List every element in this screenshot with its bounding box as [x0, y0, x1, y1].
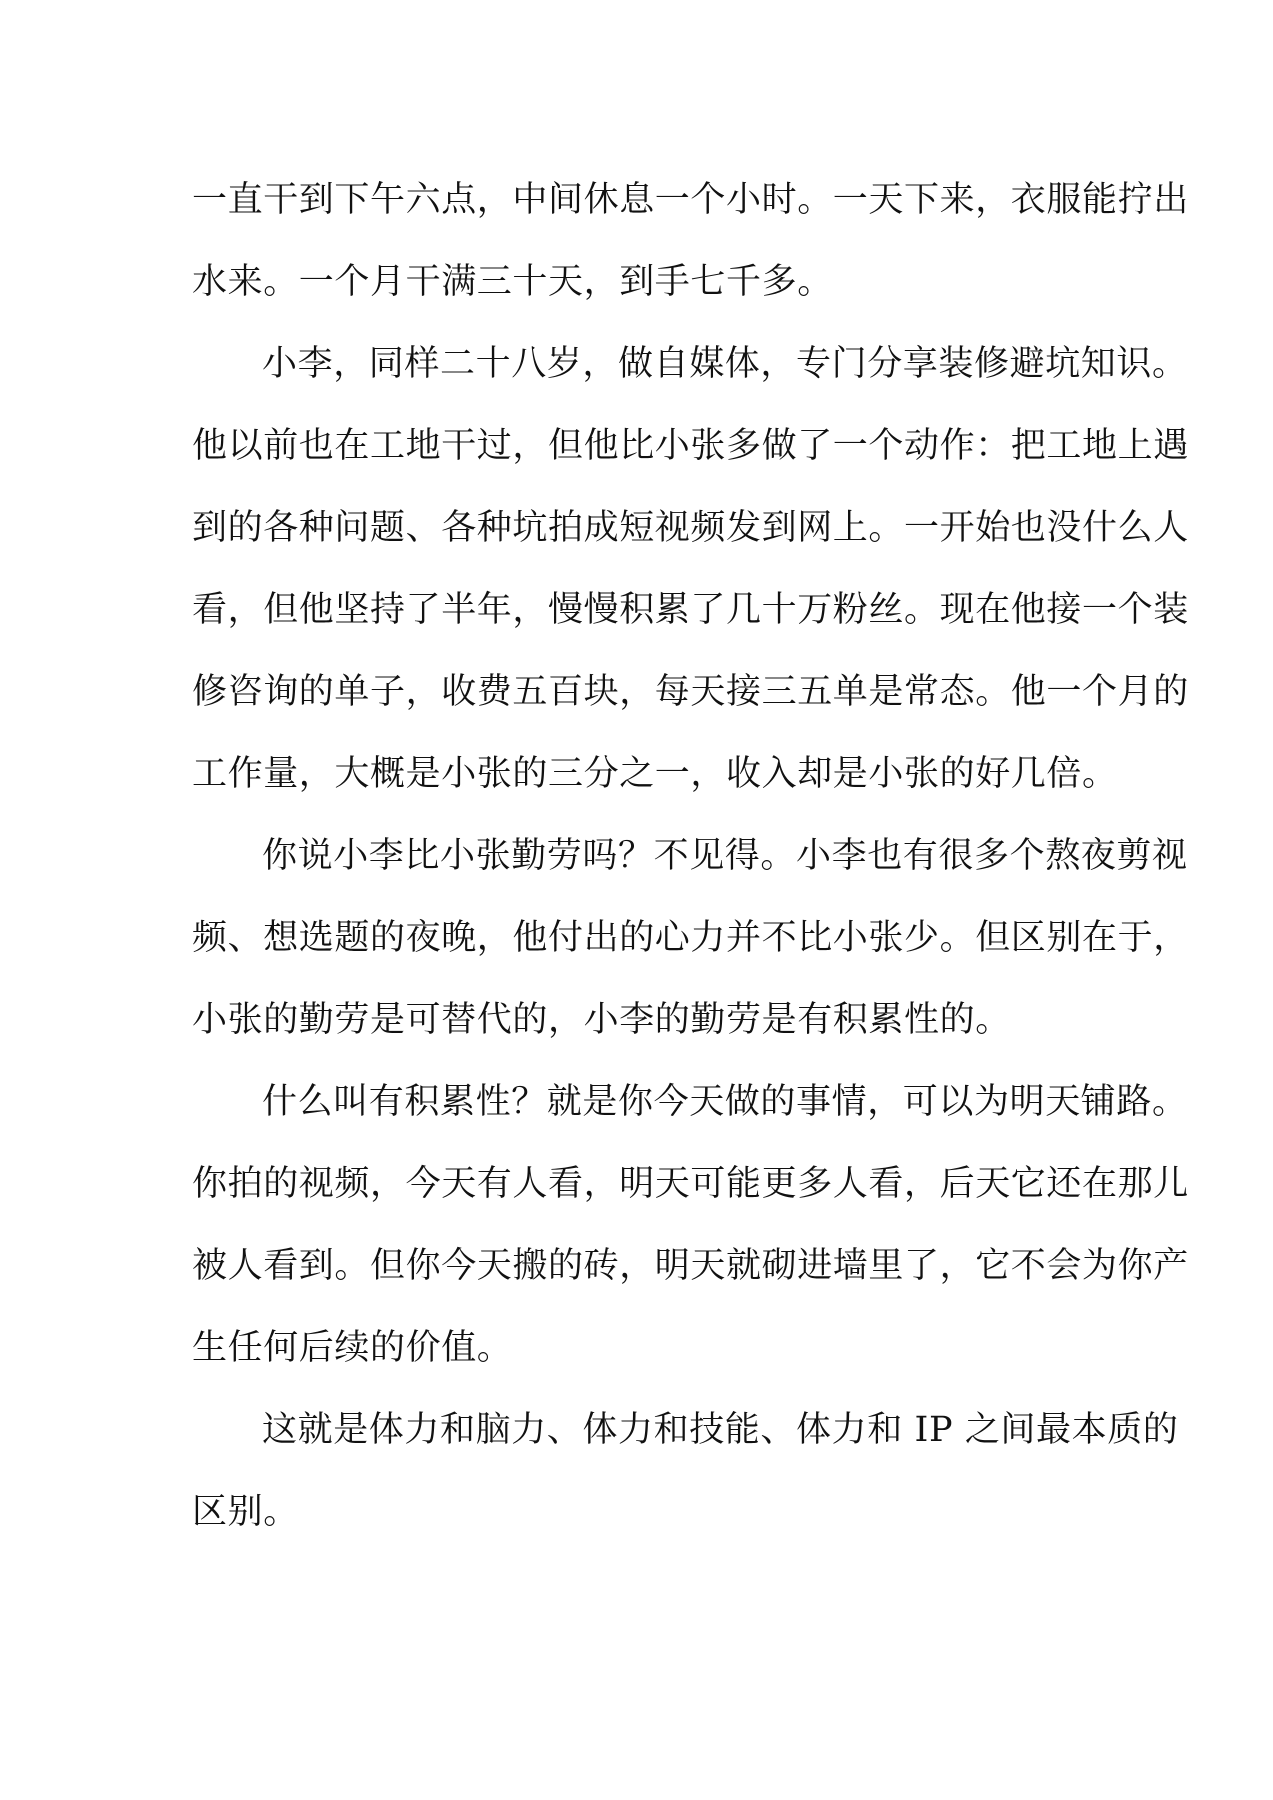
text-line-17: 区别。	[192, 1492, 299, 1532]
text-line-16: 这就是体力和脑力、体力和技能、体力和 IP 之间最本质的	[262, 1410, 1179, 1450]
text-line-4: 他以前也在工地干过，但他比小张多做了一个动作：把工地上遇	[192, 426, 1189, 466]
text-line-8: 工作量，大概是小张的三分之一，收入却是小张的好几倍。	[192, 754, 1118, 794]
text-line-5: 到的各种问题、各种坑拍成短视频发到网上。一开始也没什么人	[192, 508, 1189, 548]
text-line-6: 看，但他坚持了半年，慢慢积累了几十万粉丝。现在他接一个装	[192, 590, 1189, 630]
text-line-9: 你说小李比小张勤劳吗？不见得。小李也有很多个熬夜剪视	[262, 836, 1188, 876]
text-line-15: 生任何后续的价值。	[192, 1328, 513, 1368]
text-line-12: 什么叫有积累性？就是你今天做的事情，可以为明天铺路。	[262, 1082, 1188, 1122]
text-line-1: 一直干到下午六点，中间休息一个小时。一天下来，衣服能拧出	[192, 180, 1189, 220]
text-line-3: 小李，同样二十八岁，做自媒体，专门分享装修避坑知识。	[262, 344, 1188, 384]
text-line-2: 水来。一个月干满三十天，到手七千多。	[192, 262, 833, 302]
text-line-7: 修咨询的单子，收费五百块，每天接三五单是常态。他一个月的	[192, 672, 1189, 712]
text-line-11: 小张的勤劳是可替代的，小李的勤劳是有积累性的。	[192, 1000, 1011, 1040]
text-line-13: 你拍的视频，今天有人看，明天可能更多人看，后天它还在那儿	[192, 1164, 1189, 1204]
text-line-10: 频、想选题的夜晚，他付出的心力并不比小张少。但区别在于，	[192, 918, 1189, 958]
text-line-14: 被人看到。但你今天搬的砖，明天就砌进墙里了，它不会为你产	[192, 1246, 1189, 1286]
